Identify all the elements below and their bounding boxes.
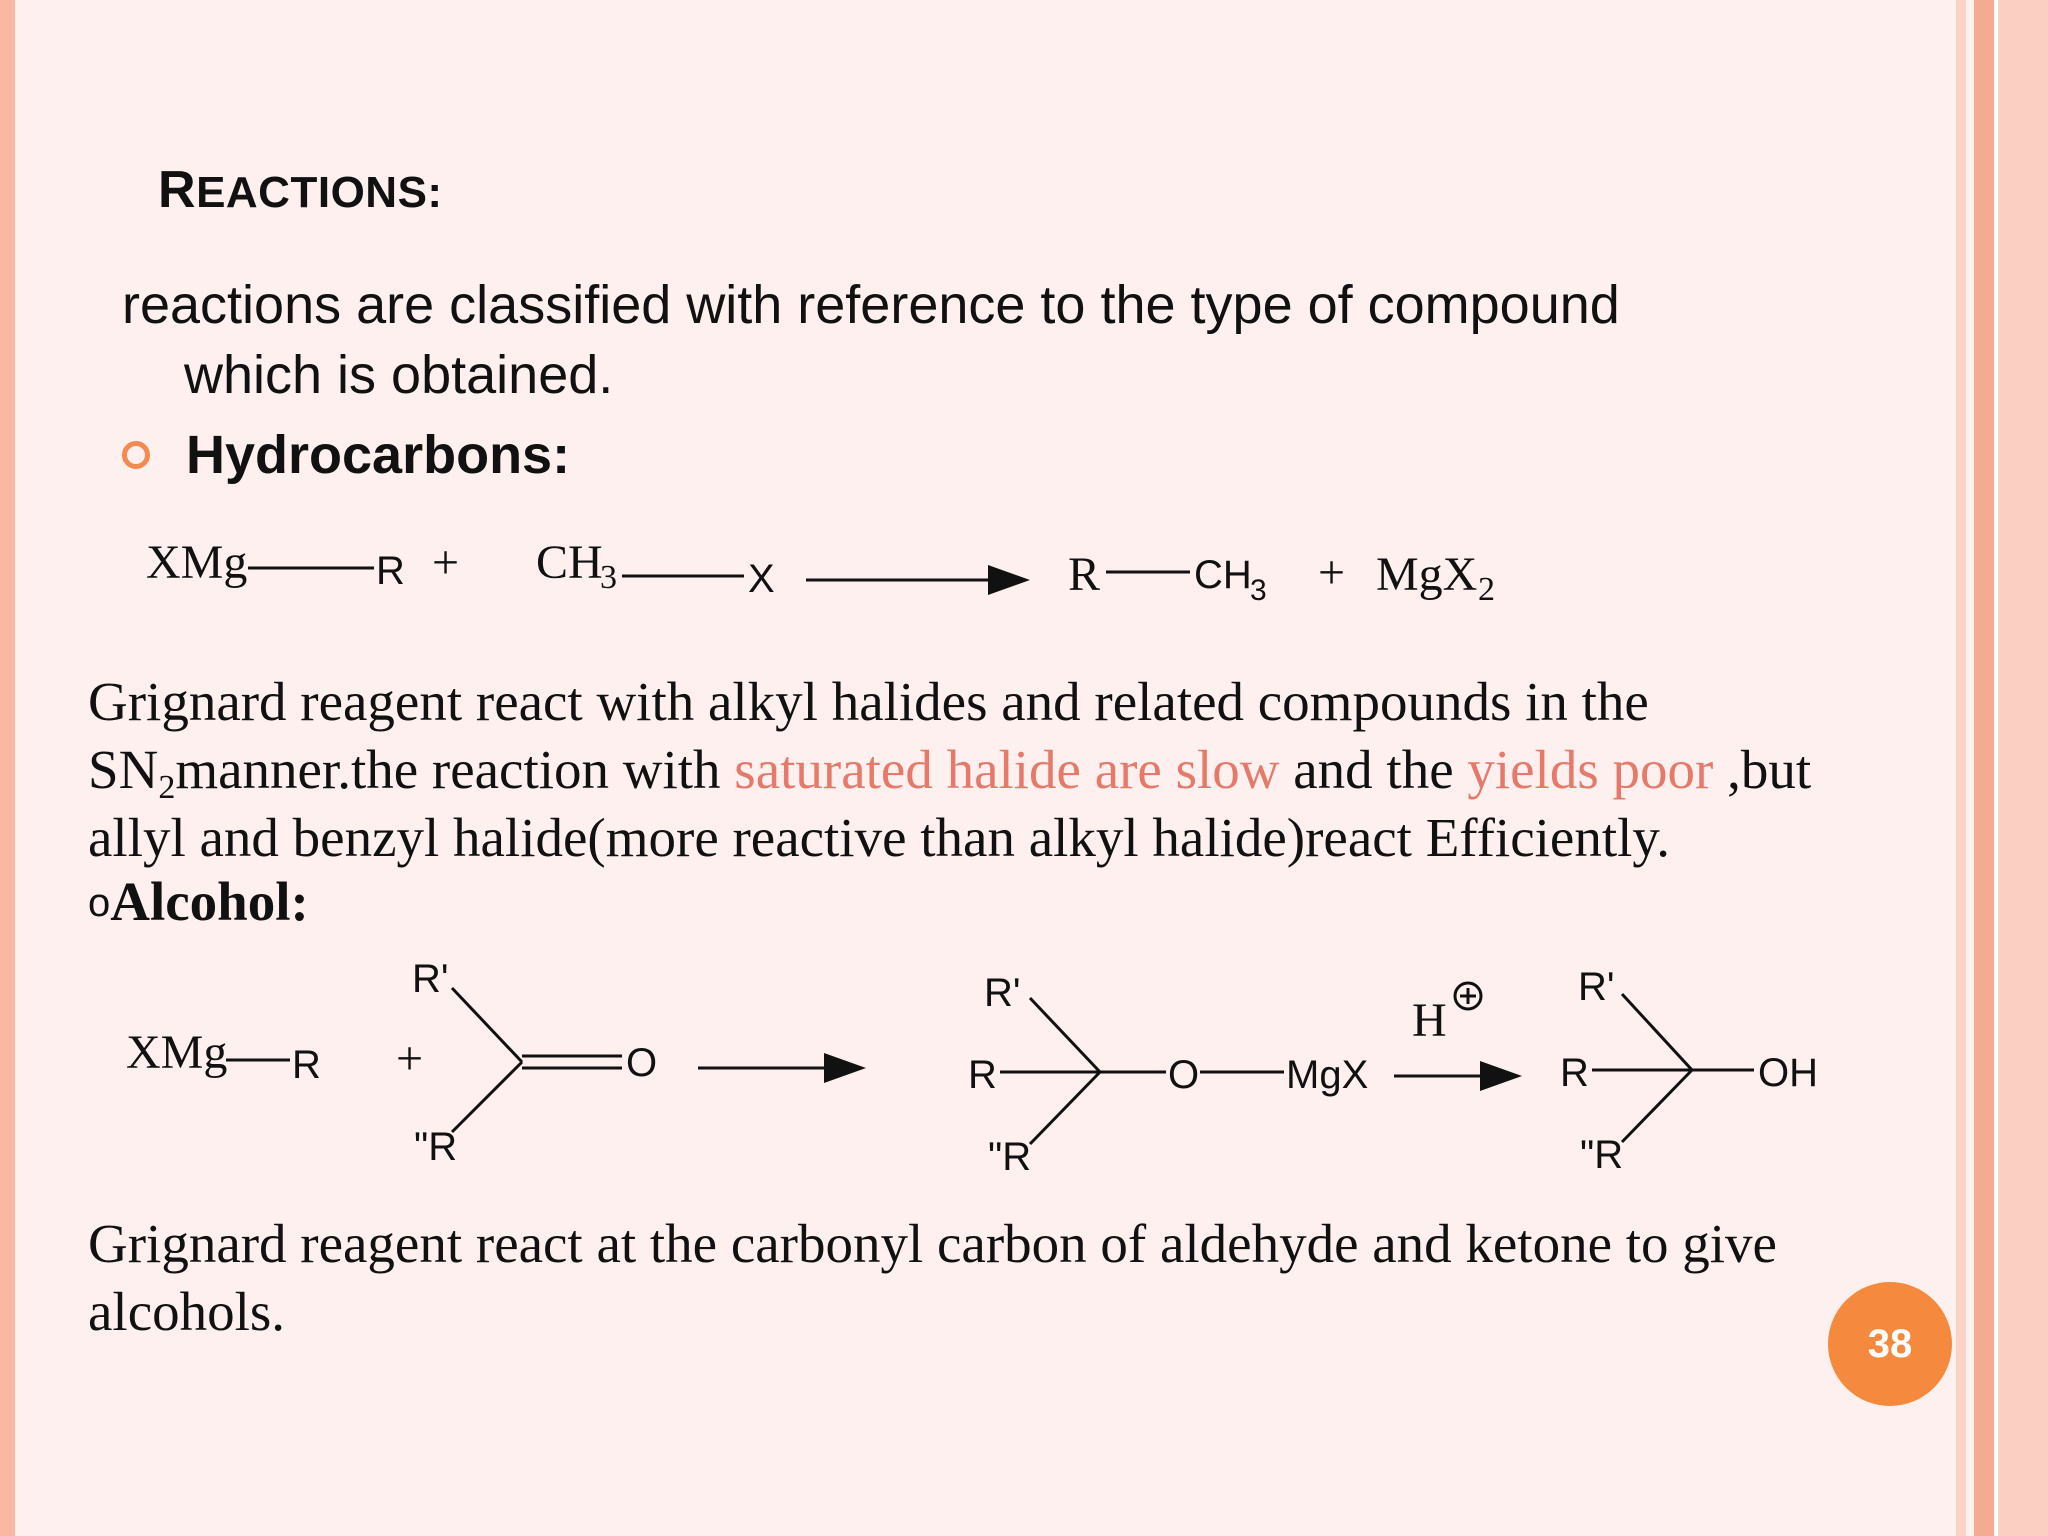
eq2-ketone-rdoubleprime: "R (414, 1125, 458, 1169)
paragraph-hydrocarbons (88, 668, 1918, 872)
p1-but: ,but (1713, 739, 1812, 800)
intro-line-2: which is obtained. (184, 345, 614, 405)
eq1-xmg: XMg (146, 536, 248, 589)
eq2-ketone-o: O (626, 1041, 658, 1085)
title-initial: R (158, 161, 197, 219)
page-number-badge (1828, 1282, 1952, 1406)
bullet-alcohol-label: Alcohol: (110, 871, 309, 932)
eq1-x: X (748, 557, 775, 601)
eq2-alkoxide-o: O (1168, 1053, 1200, 1097)
eq1-product-ch3: CH (1194, 553, 1252, 597)
p2-line-2: alcohols. (88, 1281, 286, 1342)
p1-highlight-slow: saturated halide are slow (734, 739, 1280, 800)
p1-sn-sub: 2 (158, 769, 176, 806)
eq2-alcohol-rdoubleprime: "R (1580, 1133, 1624, 1177)
bullet-alcohol-ring-icon: o (88, 881, 111, 925)
eq2-ketone-bond-up (452, 988, 522, 1062)
eq2-plus: + (396, 1032, 424, 1085)
eq2-proton-h: H (1412, 994, 1447, 1047)
bullet-hydrocarbons-label: Hydrocarbons: (186, 425, 571, 485)
eq2-alkoxide-rdoubleprime: "R (988, 1135, 1032, 1179)
eq2-alcohol-oh: OH (1758, 1051, 1818, 1095)
eq2-alkoxide-bond-down (1030, 1072, 1100, 1144)
eq2-ketone-rprime: R' (412, 957, 449, 1001)
p1-mid: manner.the reaction with (175, 739, 735, 800)
eq2-alkoxide-mgx: MgX (1286, 1053, 1369, 1097)
p2-line-1: Grignard reagent react at the carbonyl carbon of aldehyde and ketone to give (88, 1213, 1777, 1274)
p1-and: and the (1279, 739, 1468, 800)
eq1-product-ch3-sub: 3 (1250, 574, 1267, 607)
eq2-alkoxide-r: R (968, 1053, 997, 1097)
p1-line-3: allyl and benzyl halide(more reactive than alkyl halide)react Efficiently. (88, 807, 1671, 868)
eq1-ch3-sub: 3 (600, 559, 617, 596)
eq1-ch3: CH (536, 536, 603, 589)
equation-alcohol (126, 957, 1818, 1179)
page-number: 38 (1867, 1321, 1913, 1366)
eq1-plus-1: + (432, 536, 460, 589)
eq2-r: R (292, 1043, 321, 1087)
equation-hydrocarbon (146, 536, 1495, 608)
eq2-alkoxide-bond-up (1030, 998, 1100, 1072)
eq1-mgx-sub: 2 (1478, 571, 1495, 608)
eq1-r: R (376, 549, 405, 593)
eq1-plus-2: + (1318, 546, 1346, 599)
p1-line-1: Grignard reagent react with alkyl halides and related compounds in the (88, 671, 1649, 732)
eq2-alcohol-rprime: R' (1578, 965, 1615, 1009)
eq1-product-r: R (1068, 548, 1101, 601)
eq2-alkoxide-rprime: R' (984, 971, 1021, 1015)
bullet-alcohol (88, 870, 309, 933)
title-rest: EACTIONS: (196, 168, 443, 217)
eq2-ketone-bond-down (452, 1062, 522, 1132)
eq2-xmg: XMg (126, 1026, 228, 1079)
intro-line-1: reactions are classified with reference to the type of compound (122, 275, 1620, 335)
eq2-alcohol-bond-down (1622, 1070, 1692, 1142)
paragraph-alcohol (88, 1210, 1918, 1346)
eq1-mgx: MgX (1376, 548, 1478, 601)
p1-highlight-poor: yields poor (1467, 739, 1714, 800)
p1-sn: SN (88, 739, 159, 800)
eq2-alcohol-bond-up (1622, 994, 1692, 1070)
eq2-alcohol-r: R (1560, 1051, 1589, 1095)
